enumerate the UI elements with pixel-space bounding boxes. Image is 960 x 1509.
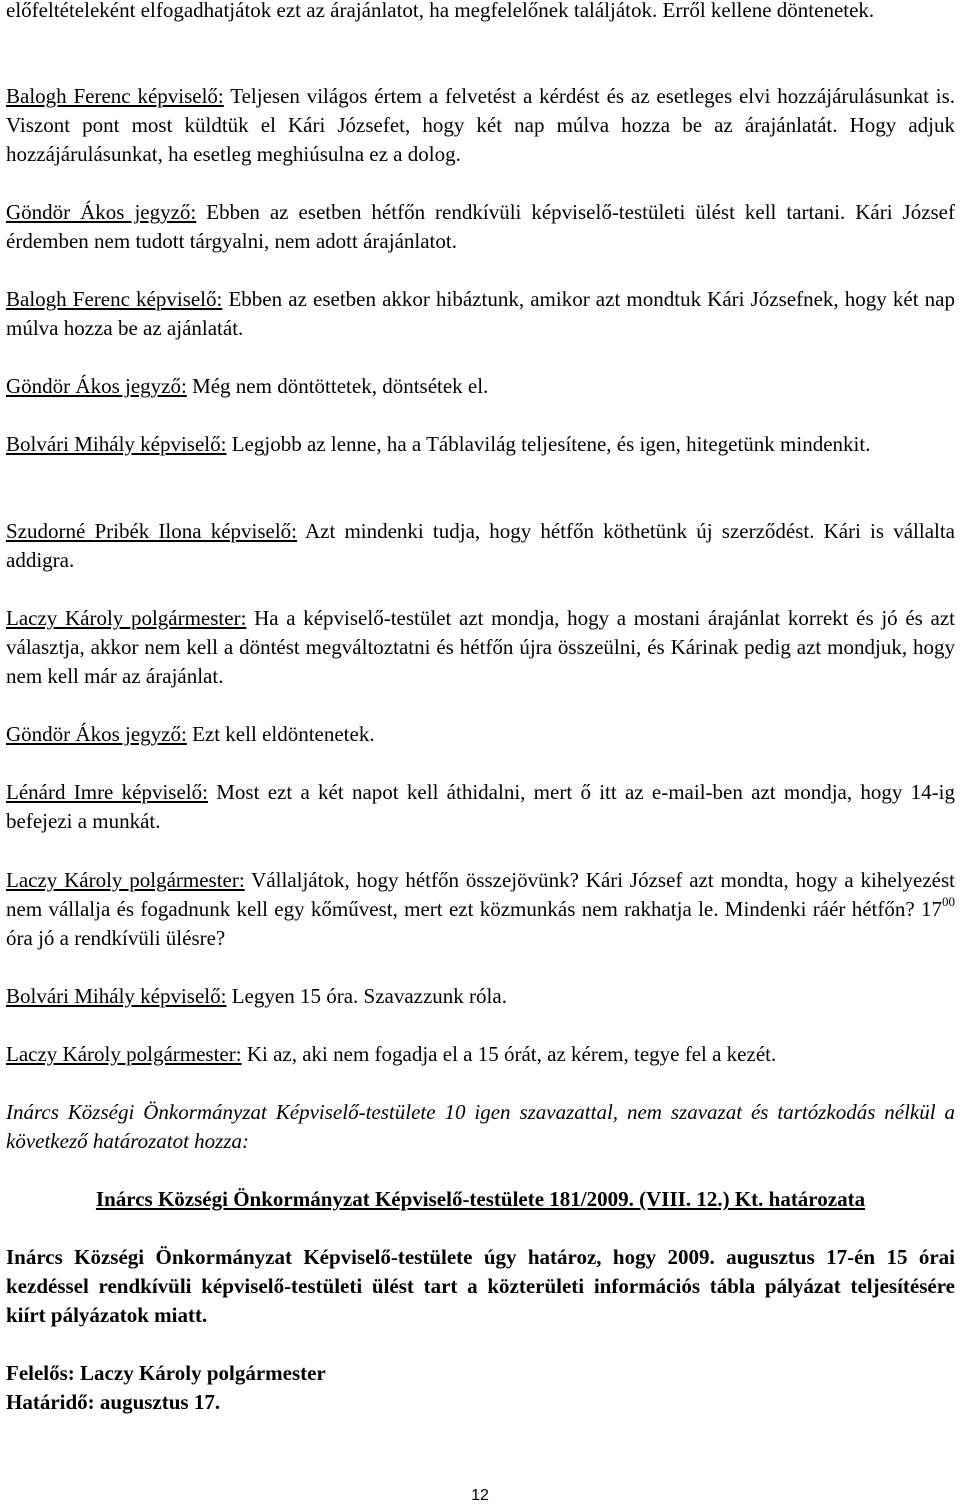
speaker-name: Balogh Ferenc képviselő: (6, 84, 224, 108)
intro-text: előfeltételeként elfogadhatjátok ezt az árajánlatot, ha megfelelőnek találjátok. Erről kellene döntenetek. (6, 0, 875, 22)
speech-paragraph (6, 778, 955, 836)
speech-paragraph (6, 517, 955, 575)
resolution-title-text: Inárcs Községi Önkormányzat Képviselő-testülete 181/2009. (VIII. 12.) Kt. határozata (95, 1187, 866, 1211)
speech-paragraph (6, 1040, 955, 1069)
speaker-name: Göndör Ákos jegyző: (6, 722, 187, 746)
speech-text: Most ezt a két napot kell áthidalni, mert ő itt az e-mail-ben azt mondja, hogy 14-ig befejezi a munkát. (6, 780, 956, 833)
resolution-body (6, 1243, 955, 1330)
speech-paragraph (6, 720, 955, 749)
speech-text: Azt mindenki tudja, hogy hétfőn köthetünk új szerződést. Kári is vállalta addigra. (6, 519, 956, 572)
speech-text: Ebben az esetben hétfőn rendkívüli képviselő-testületi ülést kell tartani. Kári József érdemben nem tudott tárgyalni, nem adott árajánlatot. (6, 200, 955, 253)
responsible-line (6, 1359, 955, 1388)
responsible-text: Felelős: Laczy Károly polgármester (6, 1361, 326, 1385)
speaker-name: Göndör Ákos jegyző: (6, 200, 197, 224)
speech-paragraph (6, 285, 955, 343)
speaker-name: Lénárd Imre képviselő: (6, 780, 208, 804)
speech-text: Legjobb az lenne, ha a Táblavilág teljesítene, és igen, hitegetünk mindenkit. (226, 432, 871, 456)
speech-paragraph (6, 372, 955, 401)
speech-text: Ha a képviselő-testület azt mondja, hogy a mostani árajánlat korrekt és jó és azt választja, akkor nem kell a döntést megváltoztatni és hétfőn újra összeülni, és Kárinak pedig azt mondjuk, hogy nem kell már az árajánlat. (6, 606, 955, 688)
speech-text: Teljesen világos értem a felvetést a kérdést és az esetleges elvi hozzájárulásunkat is. Viszont pont most küldtük el Kári Józsefet, hogy két nap múlva hozza be az árajánlatát. Hogy adjuk hozzájárulásunkat, ha esetleg meghiúsulna ez a dolog. (6, 84, 955, 166)
vote-paragraph (6, 1098, 955, 1156)
speaker-name: Szudorné Pribék Ilona képviselő: (6, 519, 298, 543)
page-number: 12 (471, 1487, 489, 1504)
speech-text: Ki az, aki nem fogadja el a 15 órát, az kérem, tegye fel a kezét. (241, 1042, 777, 1066)
speaker-name: Bolvári Mihály képviselő: (6, 984, 227, 1008)
speech-text: óra jó a rendkívüli ülésre? (6, 926, 226, 950)
vote-text: Inárcs Községi Önkormányzat Képviselő-testülete 10 igen szavazattal, nem szavazat és tartózkodás nélkül a következő határozatot hozza: (6, 1100, 955, 1153)
speech-paragraph (6, 604, 955, 691)
deadline-line (6, 1388, 955, 1417)
speech-text: Még nem döntöttetek, döntsétek el. (186, 374, 489, 398)
speech-paragraph (6, 982, 955, 1011)
speech-text: Legyen 15 óra. Szavazzunk róla. (226, 984, 507, 1008)
speech-paragraph (6, 82, 955, 169)
speech-text: Vállaljátok, hogy hétfőn összejövünk? Kári József azt mondta, hogy a kihelyezést nem vállalja és fogadnunk kell egy kőművest, mert ezt közmunkás nem rakhatja le. Mindenki ráér hétfőn? 17 (6, 868, 955, 921)
superscript-minutes: 00 (942, 894, 955, 909)
speech-paragraph (6, 430, 955, 459)
speaker-name: Laczy Károly polgármester: (6, 1042, 242, 1066)
speech-paragraph (6, 866, 955, 953)
speaker-name: Laczy Károly polgármester: (6, 868, 245, 892)
speaker-name: Göndör Ákos jegyző: (6, 374, 187, 398)
speech-text: Ebben az esetben akkor hibáztunk, amikor azt mondtuk Kári Józsefnek, hogy két nap múlva hozza be az ajánlatát. (6, 287, 955, 340)
speaker-name: Balogh Ferenc képviselő: (6, 287, 223, 311)
speech-text: Ezt kell eldöntenetek. (186, 722, 375, 746)
resolution-body-text: Inárcs Községi Önkormányzat Képviselő-testülete úgy határoz, hogy 2009. augusztus 17-én 15 órai kezdéssel rendkívüli képviselő-testületi ülést tart a közterületi információs tábla pályázat teljesítésére kiírt pályázatok miatt. (6, 1245, 955, 1327)
deadline-text: Határidő: augusztus 17. (6, 1390, 221, 1414)
speaker-name: Bolvári Mihály képviselő: (6, 432, 227, 456)
speaker-name: Laczy Károly polgármester: (6, 606, 247, 630)
resolution-title (6, 1185, 955, 1214)
intro-paragraph (6, 0, 955, 25)
speech-paragraph (6, 198, 955, 256)
